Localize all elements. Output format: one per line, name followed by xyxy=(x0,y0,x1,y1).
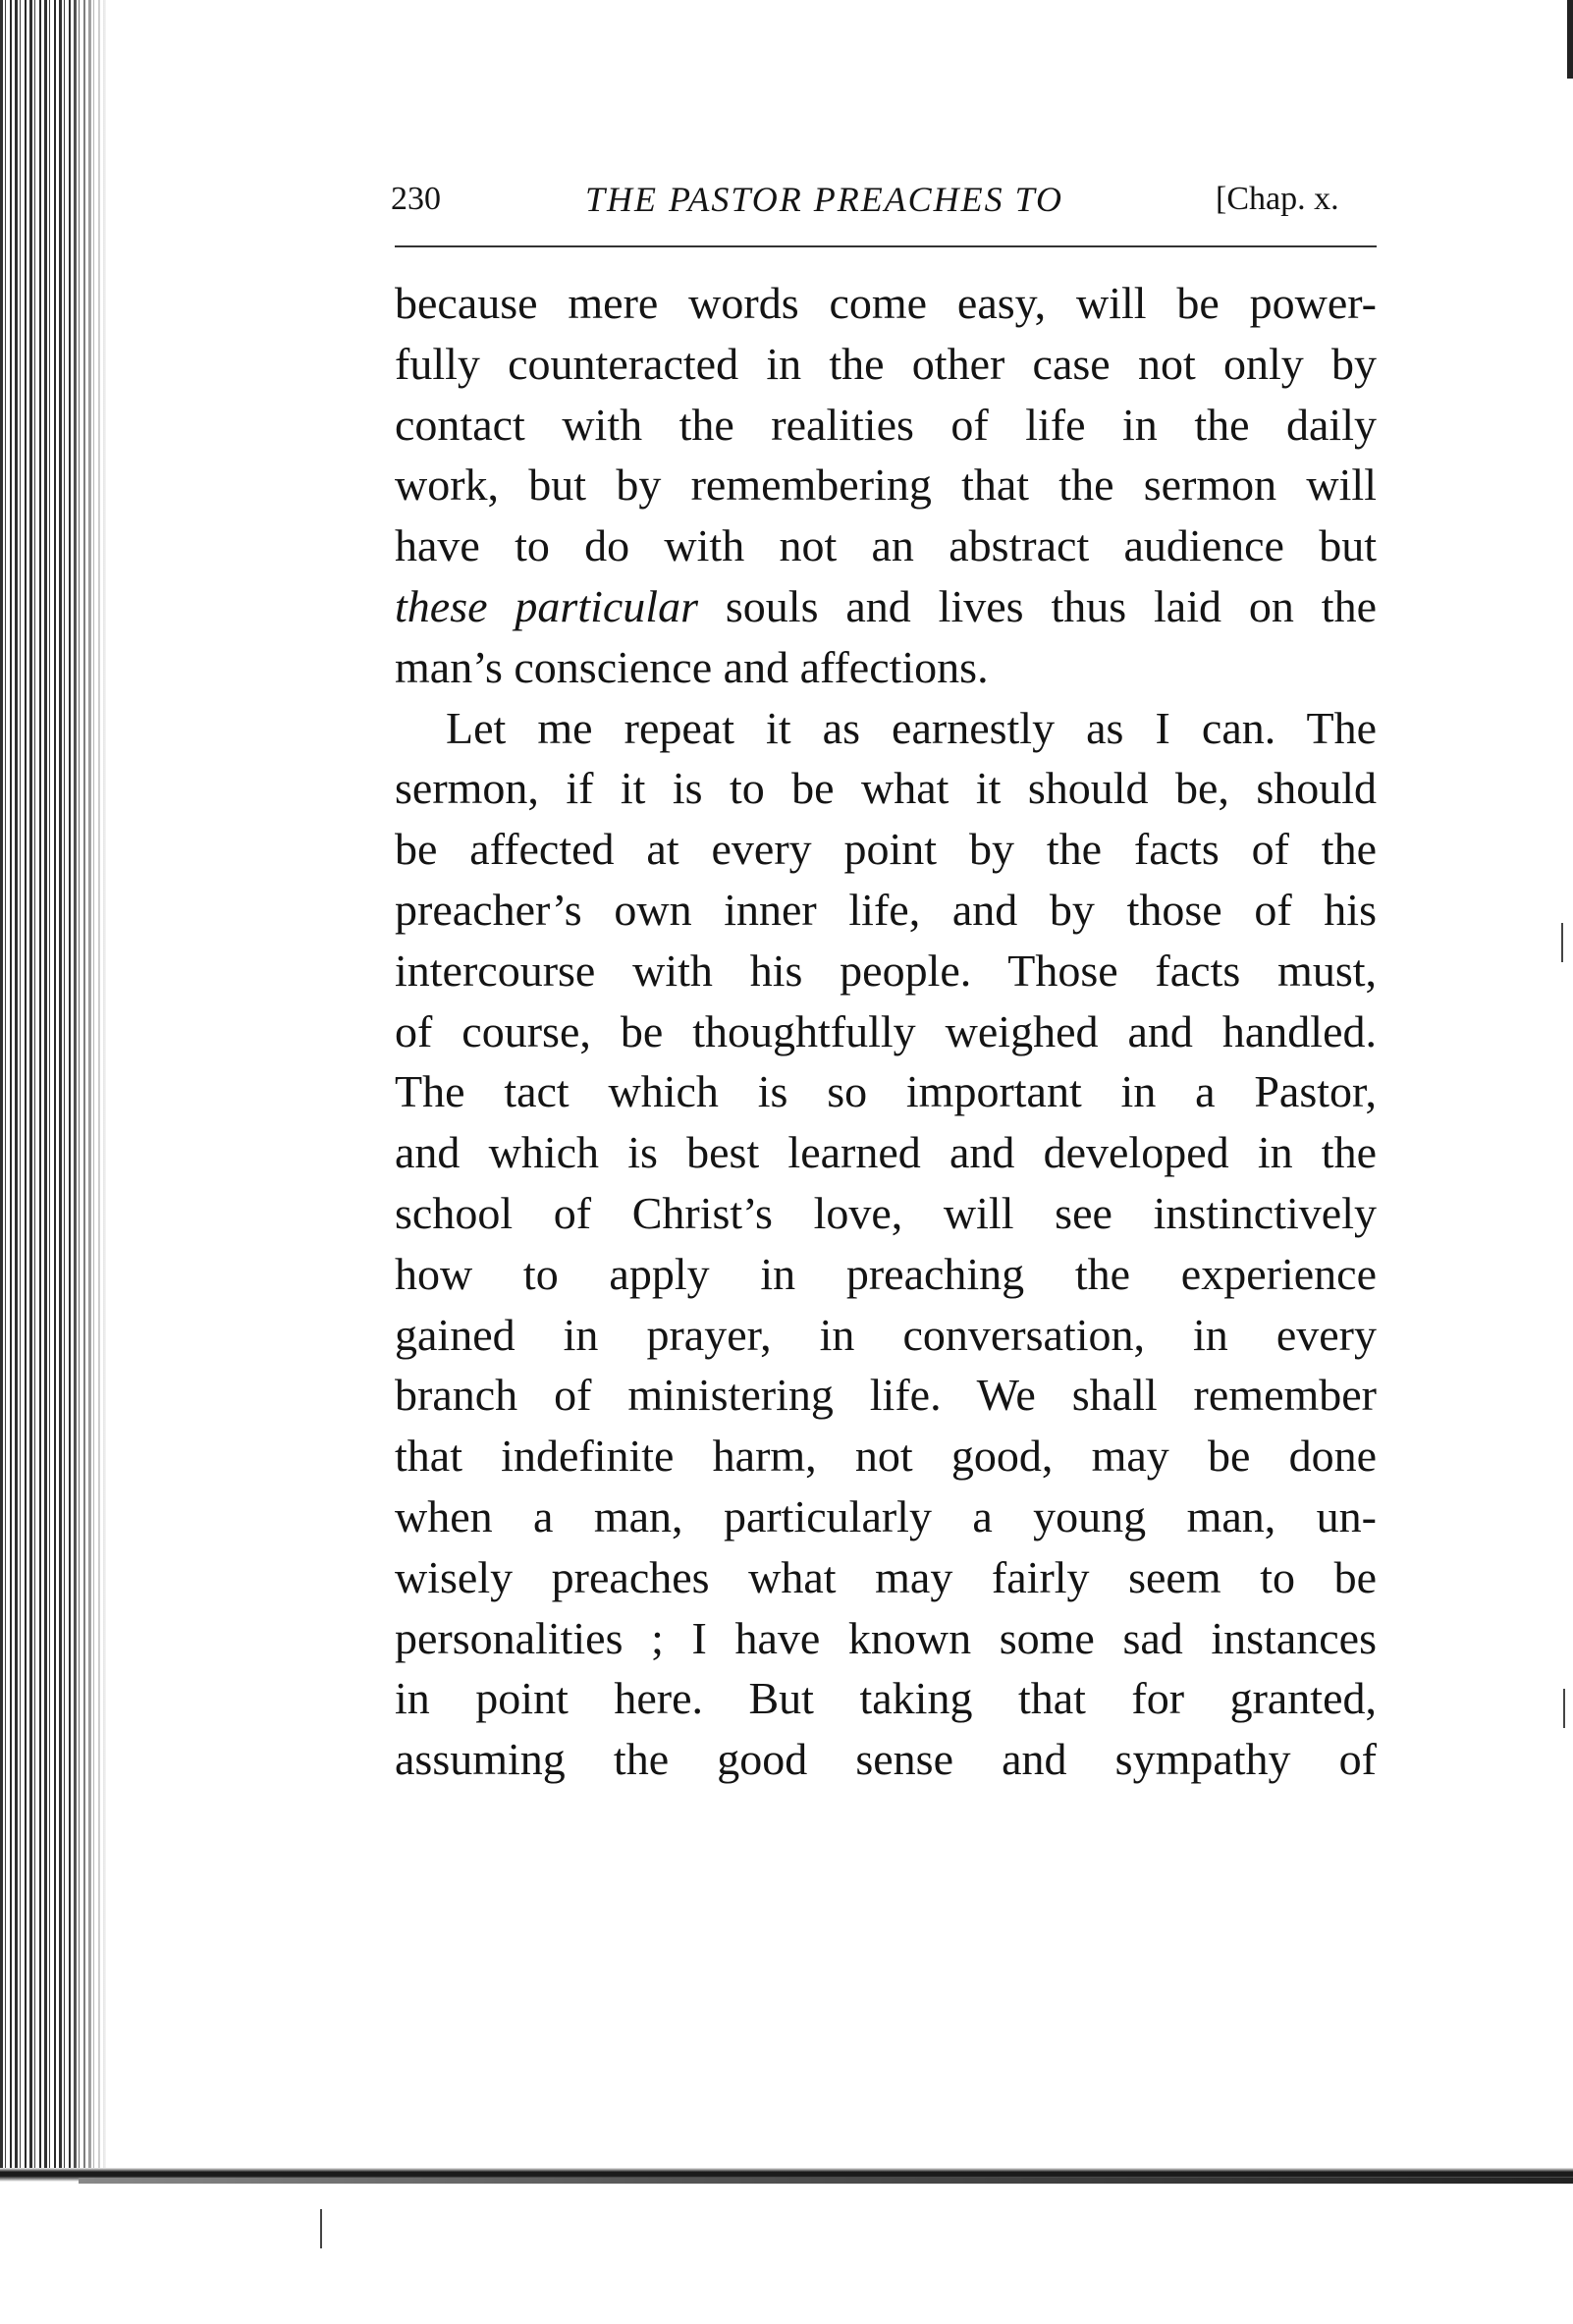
text-line: Let me repeat it as earnestly as I can. The xyxy=(446,702,1377,753)
text-line: school of Christ’s love, will see instinctively xyxy=(395,1187,1377,1238)
text-line: have to do with not an abstract audience but xyxy=(395,520,1377,571)
text-line: preacher’s own inner life, and by those of his xyxy=(395,884,1377,935)
text-line: of course, be thoughtfully weighed and handled. xyxy=(395,1005,1377,1056)
text-line: that indefinite harm, not good, may be done xyxy=(395,1431,1377,1482)
body-text xyxy=(395,273,1377,1790)
text-line: how to apply in preaching the experience xyxy=(395,1248,1377,1299)
text-line: in point here. But taking that for granted, xyxy=(395,1673,1377,1724)
text-line-emphasis xyxy=(395,576,1377,637)
text-line: when a man, particularly a young man, un- xyxy=(395,1490,1377,1541)
book-bottom-shadow xyxy=(79,2178,1573,2184)
chapter-label: [Chap. x. xyxy=(1216,181,1339,217)
text-line: personalities ; I have known some sad instances xyxy=(395,1612,1377,1663)
text-line: The tact which is so important in a Pastor, xyxy=(395,1066,1377,1117)
paragraph-2 xyxy=(395,698,1377,1790)
text-line: because mere words come easy, will be power- xyxy=(395,278,1377,328)
page-edges-strip xyxy=(0,0,108,2170)
text-line: assuming the good sense and sympathy of xyxy=(395,1734,1377,1785)
text-line: wisely preaches what may fairly seem to be xyxy=(395,1551,1377,1602)
running-head xyxy=(391,175,1373,224)
running-title: THE PASTOR PREACHES TO xyxy=(585,180,1064,219)
book-right-edge-mark xyxy=(1567,0,1573,79)
emphasis-text: these particular xyxy=(395,580,698,631)
text-line: contact with the realities of life in the daily xyxy=(395,399,1377,450)
text-line: work, but by remembering that the sermon will xyxy=(395,459,1377,511)
paragraph-1 xyxy=(395,273,1377,698)
text-line: fully counteracted in the other case not only by xyxy=(395,338,1377,389)
text-line: gained in prayer, in conversation, in every xyxy=(395,1309,1377,1360)
text-line-rest: souls and lives thus laid on the xyxy=(697,580,1377,631)
page-number: 230 xyxy=(391,181,441,217)
header-rule xyxy=(395,245,1377,247)
text-line: and which is best learned and developed in the xyxy=(395,1127,1377,1178)
text-line: man’s conscience and affections. xyxy=(395,641,989,692)
text-line: sermon, if it is to be what it should be, should xyxy=(395,763,1377,814)
scan-speck xyxy=(1561,923,1563,962)
text-line: branch of ministering life. We shall remember xyxy=(395,1370,1377,1421)
scan-speck xyxy=(1563,1689,1565,1728)
text-line: intercourse with his people. Those facts must, xyxy=(395,945,1377,996)
scan-speck xyxy=(320,2209,322,2248)
text-line: be affected at every point by the facts of the xyxy=(395,824,1377,875)
